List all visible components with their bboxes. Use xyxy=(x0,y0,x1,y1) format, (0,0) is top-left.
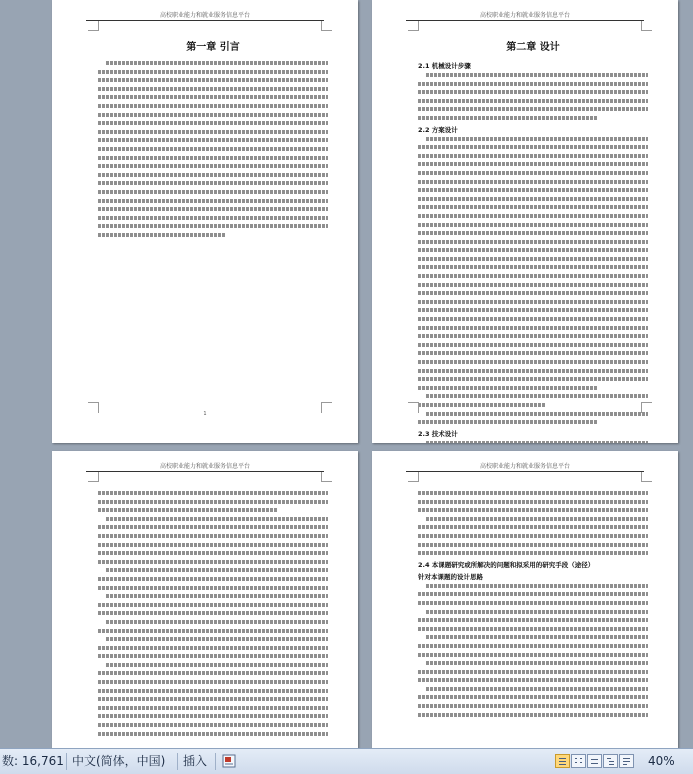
crop-mark xyxy=(321,471,332,482)
text-line xyxy=(426,687,648,691)
text-line xyxy=(98,543,328,547)
text-line xyxy=(426,394,648,398)
text-line xyxy=(98,629,328,633)
page-header: 高校职业能力和就业服务信息平台 xyxy=(406,463,644,472)
text-line xyxy=(426,610,648,614)
text-line xyxy=(418,90,648,94)
crop-mark xyxy=(408,20,419,31)
text-line xyxy=(98,508,277,512)
text-line xyxy=(418,300,648,304)
text-line xyxy=(418,274,648,278)
page-number: 1 xyxy=(203,411,207,417)
word-count[interactable]: 数: 16,761 xyxy=(2,754,64,768)
full-screen-reading-view-button[interactable] xyxy=(571,754,586,768)
text-line xyxy=(98,646,328,650)
text-line xyxy=(98,551,328,555)
page-header: 高校职业能力和就业服务信息平台 xyxy=(86,12,324,21)
text-line xyxy=(418,351,648,355)
document-page[interactable] xyxy=(372,451,678,748)
text-line xyxy=(98,224,328,228)
text-line xyxy=(418,386,597,390)
page-body xyxy=(418,38,648,443)
text-line xyxy=(418,534,648,538)
text-line xyxy=(98,113,328,117)
crop-mark xyxy=(641,402,652,413)
section-heading: 2.2 方案设计 xyxy=(418,125,458,134)
text-line xyxy=(418,99,648,103)
text-line xyxy=(418,695,648,699)
text-line xyxy=(426,412,648,416)
text-line xyxy=(98,173,328,177)
text-line xyxy=(98,525,328,529)
page-body xyxy=(98,491,328,740)
zoom-level-label[interactable]: 40% xyxy=(648,754,675,768)
text-line xyxy=(106,568,328,572)
text-line xyxy=(418,116,597,120)
text-line xyxy=(106,61,328,65)
text-line xyxy=(98,147,328,151)
text-line xyxy=(418,308,648,312)
text-line xyxy=(418,592,648,596)
text-line xyxy=(418,240,648,244)
crop-mark xyxy=(88,20,99,31)
text-line xyxy=(98,706,328,710)
section-heading: 2.1 机械设计步骤 xyxy=(418,62,471,70)
outline-view-button[interactable] xyxy=(603,754,618,768)
text-line xyxy=(98,87,328,91)
text-line xyxy=(98,491,328,495)
text-line xyxy=(98,130,328,134)
text-line xyxy=(418,508,648,512)
text-line xyxy=(418,713,648,717)
text-line xyxy=(418,317,648,321)
text-line xyxy=(98,181,328,185)
section-heading: 2.4 本课题研究或所解决的问题和拟采用的研究手段（途径） xyxy=(418,560,595,569)
status-bar xyxy=(0,748,693,774)
text-line xyxy=(418,618,648,622)
text-line xyxy=(418,670,648,674)
text-line xyxy=(418,644,648,648)
page-body xyxy=(418,491,648,721)
crop-mark xyxy=(88,471,99,482)
document-page[interactable] xyxy=(52,451,358,748)
text-line xyxy=(418,257,648,261)
text-line xyxy=(426,137,648,141)
text-line xyxy=(418,601,648,605)
text-line xyxy=(98,207,328,211)
document-page[interactable] xyxy=(372,0,678,443)
text-line xyxy=(418,525,648,529)
chapter-title: 第一章 引言 xyxy=(186,42,240,53)
page-body xyxy=(98,38,328,241)
text-line xyxy=(426,441,648,443)
text-line xyxy=(98,697,328,701)
chapter-title: 第二章 设计 xyxy=(506,42,560,53)
draft-view-button[interactable] xyxy=(619,754,634,768)
text-line xyxy=(98,671,328,675)
text-line xyxy=(98,190,328,194)
text-line xyxy=(98,732,328,736)
text-line xyxy=(98,78,328,82)
text-line xyxy=(98,164,328,168)
text-line xyxy=(98,611,328,615)
text-line xyxy=(418,231,648,235)
text-line xyxy=(98,714,328,718)
page-header: 高校职业能力和就业服务信息平台 xyxy=(406,12,644,21)
text-line xyxy=(98,560,328,564)
crop-mark xyxy=(641,471,652,482)
text-line xyxy=(426,517,648,521)
text-line xyxy=(418,214,648,218)
text-line xyxy=(98,577,328,581)
text-line xyxy=(418,543,648,547)
text-line xyxy=(418,326,648,330)
print-layout-view-button[interactable] xyxy=(555,754,570,768)
text-line xyxy=(98,121,328,125)
text-line xyxy=(418,82,648,86)
text-line xyxy=(426,73,648,77)
text-line xyxy=(418,627,648,631)
text-line xyxy=(418,653,648,657)
text-line xyxy=(418,678,648,682)
text-line xyxy=(426,661,648,665)
page-header: 高校职业能力和就业服务信息平台 xyxy=(86,463,324,472)
status-separator xyxy=(215,753,216,770)
text-line xyxy=(98,199,328,203)
crop-mark xyxy=(408,471,419,482)
text-line xyxy=(98,534,328,538)
text-line xyxy=(418,180,648,184)
text-line xyxy=(98,723,328,727)
text-line xyxy=(418,704,648,708)
text-line xyxy=(418,369,648,373)
text-line xyxy=(106,517,328,521)
crop-mark xyxy=(321,20,332,31)
section-heading: 针对本课题的设计思路 xyxy=(418,572,483,581)
text-line xyxy=(418,420,597,424)
crop-mark xyxy=(641,20,652,31)
text-line xyxy=(98,216,328,220)
macro-record-icon[interactable] xyxy=(222,754,236,768)
text-line xyxy=(98,70,328,74)
text-line xyxy=(418,162,648,166)
text-line xyxy=(418,291,648,295)
text-line xyxy=(418,334,648,338)
text-line xyxy=(418,551,648,555)
text-line xyxy=(418,248,648,252)
text-line xyxy=(98,156,328,160)
insert-mode-indicator[interactable]: 插入 xyxy=(183,754,208,768)
text-line xyxy=(426,584,648,588)
text-line xyxy=(98,654,328,658)
text-line xyxy=(418,197,648,201)
text-line xyxy=(98,680,328,684)
text-line xyxy=(418,265,648,269)
text-line xyxy=(418,403,545,407)
text-line xyxy=(98,689,328,693)
text-line xyxy=(418,223,648,227)
text-line xyxy=(418,491,648,495)
text-line xyxy=(106,663,328,667)
text-line xyxy=(418,145,648,149)
text-line xyxy=(98,233,225,237)
text-line xyxy=(98,586,328,590)
text-line xyxy=(418,360,648,364)
status-separator xyxy=(66,753,67,770)
text-line xyxy=(418,500,648,504)
crop-mark xyxy=(408,402,419,413)
text-line xyxy=(418,283,648,287)
text-line xyxy=(106,637,328,641)
text-line xyxy=(418,343,648,347)
text-line xyxy=(98,95,328,99)
text-line xyxy=(426,635,648,639)
text-line xyxy=(106,620,328,624)
text-line xyxy=(418,154,648,158)
web-layout-view-button[interactable] xyxy=(587,754,602,768)
text-line xyxy=(98,500,328,504)
text-line xyxy=(106,594,328,598)
text-line xyxy=(98,603,328,607)
text-line xyxy=(98,138,328,142)
section-heading: 2.3 技术设计 xyxy=(418,429,458,438)
document-page[interactable] xyxy=(52,0,358,443)
text-line xyxy=(418,205,648,209)
language-indicator[interactable]: 中文(简体，中国) xyxy=(72,754,166,768)
text-line xyxy=(418,107,648,111)
text-line xyxy=(418,188,648,192)
text-line xyxy=(418,171,648,175)
status-separator xyxy=(177,753,178,770)
text-line xyxy=(418,377,648,381)
text-line xyxy=(98,104,328,108)
